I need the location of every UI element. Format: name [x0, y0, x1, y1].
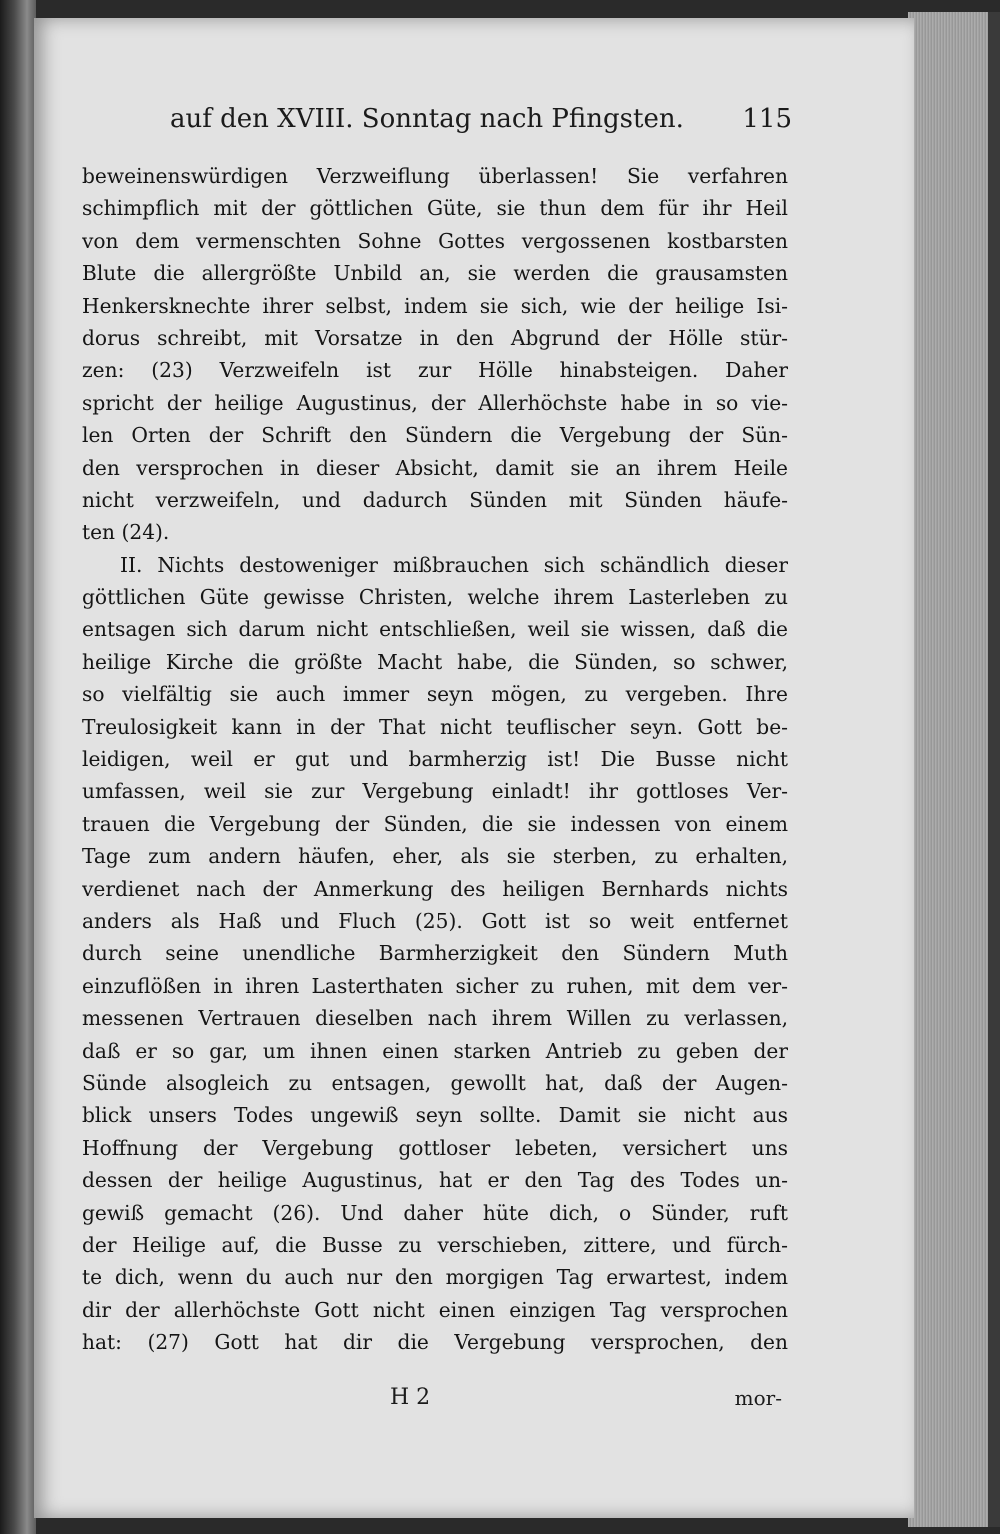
text-line: durch seine unendliche Barmherzigkeit den Sündern Muth [82, 941, 788, 966]
text-line: gewiß gemacht (26). Und daher hüte dich, o Sünder, ruft [82, 1200, 788, 1225]
text-line: blick unsers Todes ungewiß seyn sollte. Damit sie nicht aus [82, 1103, 788, 1128]
text-line: anders als Haß und Fluch (25). Gott ist so weit entfernet [82, 908, 788, 933]
running-title: auf den XVIII. Sonntag nach Pfingsten. [170, 104, 684, 134]
text-line: leidigen, weil er gut und barmherzig ist! Die Busse nicht [82, 747, 788, 772]
paragraph-start-line: II. Nichts destoweniger mißbrauchen sich schändlich dieser [120, 552, 788, 577]
text-line: te dich, wenn du auch nur den morgigen Tag erwartest, indem [82, 1265, 788, 1290]
signature-mark: H 2 [390, 1385, 431, 1410]
page-number: 115 [742, 104, 792, 134]
body-text [82, 160, 788, 1358]
text-line: umfassen, weil sie zur Vergebung einladt! ihr gottloses Ver- [82, 779, 788, 804]
text-line: dir der allerhöchste Gott nicht einen einzigen Tag versprochen [82, 1297, 788, 1322]
text-line: den versprochen in dieser Absicht, damit sie an ihrem Heile [82, 455, 788, 480]
left-page-edge [0, 0, 36, 1534]
text-line: spricht der heilige Augustinus, der Allerhöchste habe in so vie- [82, 390, 788, 415]
text-line: Treulosigkeit kann in der That nicht teuflischer seyn. Gott be- [82, 714, 788, 739]
text-line: hat: (27) Gott hat dir die Vergebung versprochen, den [82, 1330, 788, 1355]
text-line: Sünde alsogleich zu entsagen, gewollt hat, daß der Augen- [82, 1070, 788, 1095]
text-line: daß er so gar, um ihnen einen starken Antrieb zu geben der [82, 1038, 788, 1063]
text-line: von dem vermenschten Sohne Gottes vergossenen kostbarsten [82, 228, 788, 253]
page-block-edges [908, 12, 1000, 1527]
catchword: mor- [734, 1386, 782, 1410]
text-line: einzuflößen in ihren Lasterthaten sicher zu ruhen, mit dem ver- [82, 973, 788, 998]
text-line: verdienet nach der Anmerkung des heiligen Bernhards nichts [82, 876, 788, 901]
text-line: dessen der heilige Augustinus, hat er den Tag des Todes un- [82, 1168, 788, 1193]
text-line: beweinenswürdigen Verzweiflung überlassen! Sie verfahren [82, 164, 788, 188]
text-line: Blute die allergrößte Unbild an, sie werden die grausamsten [82, 261, 788, 286]
text-line: entsagen sich darum nicht entschließen, weil sie wissen, daß die [82, 617, 788, 642]
text-line: dorus schreibt, mit Vorsatze in den Abgrund der Hölle stür- [82, 325, 788, 350]
running-head [170, 104, 792, 144]
text-line: len Orten der Schrift den Sündern die Vergebung der Sün- [82, 423, 788, 448]
text-line: Tage zum andern häufen, eher, als sie sterben, zu erhalten, [82, 844, 788, 869]
text-line: Hoffnung der Vergebung gottloser lebeten, versichert uns [82, 1135, 788, 1160]
text-line: göttlichen Güte gewisse Christen, welche ihrem Lasterleben zu [82, 585, 788, 610]
text-line: der Heilige auf, die Busse zu verschieben, zittere, und fürch- [82, 1232, 788, 1257]
text-line: ten (24). [82, 520, 170, 545]
text-line: trauen die Vergebung der Sünden, die sie indessen von einem [82, 811, 788, 836]
text-line: heilige Kirche die größte Macht habe, die Sünden, so schwer, [82, 649, 788, 674]
text-line: messenen Vertrauen dieselben nach ihrem Willen zu verlassen, [82, 1006, 788, 1031]
text-line: schimpflich mit der göttlichen Güte, sie thun dem für ihr Heil [82, 196, 788, 221]
text-line: nicht verzweifeln, und dadurch Sünden mit Sünden häufe- [82, 487, 788, 512]
text-line: Henkersknechte ihrer selbst, indem sie sich, wie der heilige Isi- [82, 293, 788, 318]
text-line: so vielfältig sie auch immer seyn mögen, zu vergeben. Ihre [82, 682, 788, 707]
text-line: zen: (23) Verzweifeln ist zur Hölle hinabsteigen. Daher [82, 358, 788, 383]
